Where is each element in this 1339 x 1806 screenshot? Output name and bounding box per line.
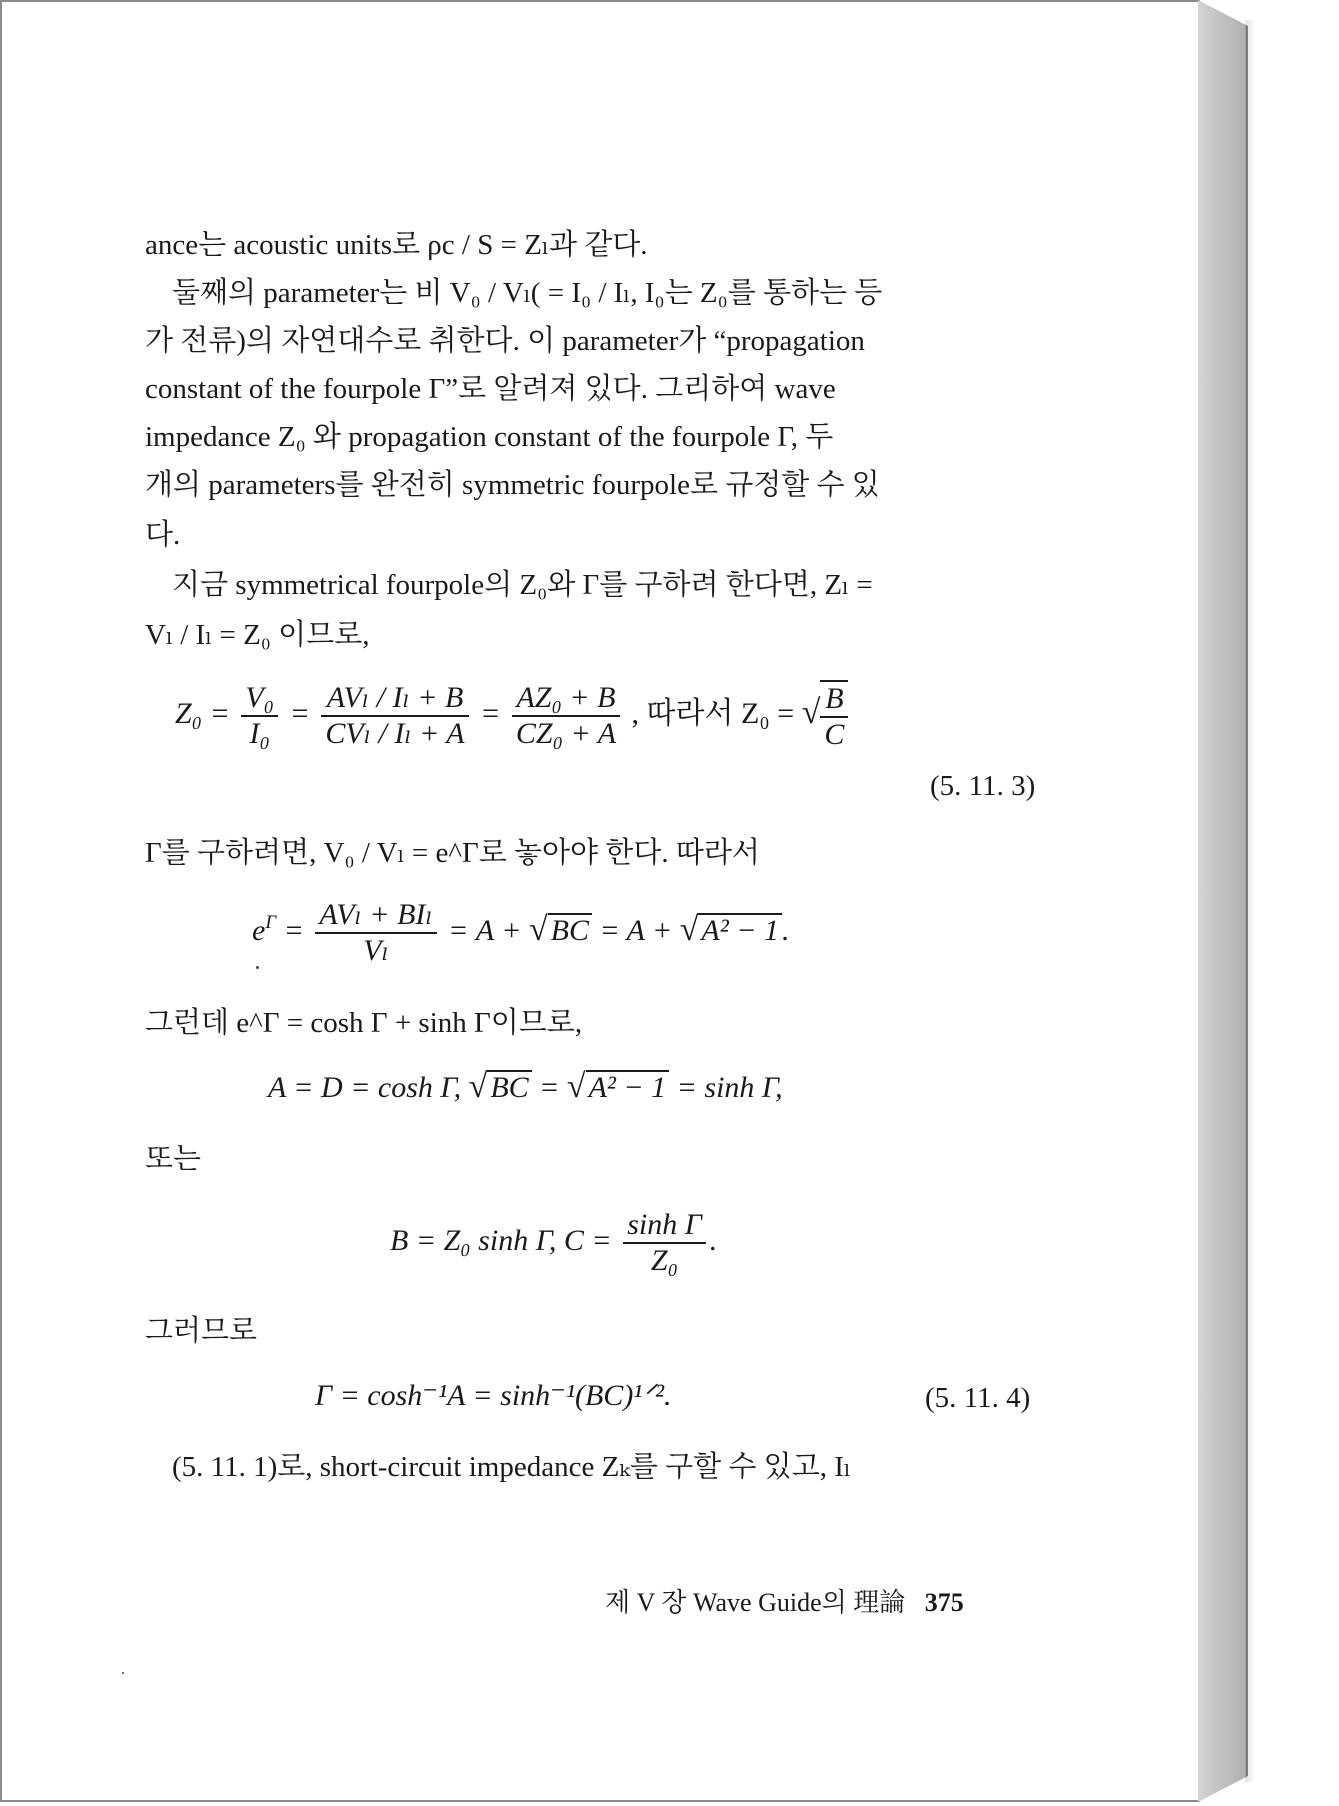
paragraph-3-line-2: Vₗ / Iₗ = Z₀ 이므로, [145,619,370,651]
eq2-num: AVₗ + BIₗ [315,898,436,934]
eq1-fraction-1 [241,681,278,751]
eq1-fraction-3 [512,681,620,751]
running-footer [605,1582,964,1619]
equation-b-c [390,1208,717,1278]
eq2-rhs2: = A + [599,913,673,947]
eq1-sqrt-den: C [824,718,845,751]
eq2-end: . [781,913,790,947]
paragraph-8: (5. 11. 1)로, short-circuit impedance Zₖ를 구할 수 있고, Iₗ [172,1451,851,1483]
eq1-sqrt-fraction [820,680,848,752]
eq4-den: Z₀ [650,1244,679,1277]
eq2-sqrt-a2: A² − 1 [698,913,782,947]
eq2-den: Vₗ [363,934,389,967]
eq1-fraction-2-num: AVₗ / Iₗ + B [321,681,468,717]
paragraph-2-line-5: 개의 parameters를 완전히 symmetric fourpole로 규정할 수 있 [145,469,880,501]
speck [256,966,259,969]
speck [122,1672,124,1674]
eq3-sqrt-bc: BC [487,1070,531,1104]
paragraph-2-line-2: 가 전류)의 자연대수로 취한다. 이 parameter가 “propagation [145,325,865,357]
page-edge-shadow [1245,20,1255,1782]
paragraph-2-line-4: impedance Z₀ 와 propagation constant of the fourpole Γ, 두 [145,421,834,453]
paragraph-7: 그러므로 [145,1315,258,1347]
eq4-num: sinh Γ [623,1208,706,1244]
eq2-lhs: e [252,913,266,947]
eq2-sqrt-bc: BC [548,913,592,947]
eq4-end: . [709,1223,718,1257]
chapter-title: 제 V 장 Wave Guide의 理論 [605,1588,906,1617]
equation-5-11-3: Z₀ = $\frac{\text{V₀}}{\text{I₀}}$ = $\frac{\text{AVₗ / Iₗ + B}}{\text{CVₗ / Iₗ + A}}$ = $\frac{\text{AZ₀ + B}}{\text{CZ₀ + A}}$ , 따라서 Z₀ = √ $\frac{B}{C}$ [175,680,852,752]
eq1-fraction-2-den: CVₗ / Iₗ + A [325,717,465,750]
paragraph-3-line-1: 지금 symmetrical fourpole의 Z₀와 Γ를 구하려 한다면, Zₗ = [172,569,873,601]
page-number: 375 [924,1588,964,1617]
eq1-fraction-3-num: AZ₀ + B [512,681,620,717]
eq1-fraction-1-num: V₀ [241,681,278,717]
page-edge [1198,0,1248,1802]
eq1-fraction-3-den: CZ₀ + A [515,717,617,750]
paragraph-6: 또는 [145,1143,202,1175]
equation-5-11-4: Γ = cosh⁻¹A = sinh⁻¹(BC)¹ᐟ². [315,1379,672,1412]
equation-a-equals-d: A = D = cosh Γ, √ BC = √ A² − 1 = sinh Γ, [268,1068,783,1105]
eq3-sqrt-a2: A² − 1 [586,1070,670,1104]
paragraph-2-line-3: constant of the fourpole Γ”로 알려져 있다. 그리하여 wave [145,373,836,405]
paragraph-1: ance는 acoustic units로 ρc / S = Zₗ과 같다. [145,229,648,261]
eq2-lhs-sup: Γ [265,911,277,933]
eq3-part1: A = D = cosh Γ, [268,1071,462,1104]
eq1-fraction-2 [321,681,468,751]
equation-number-5-11-3: (5. 11. 3) [930,770,1036,802]
paragraph-4: Γ를 구하려면, V₀ / Vₗ = e^Γ로 놓아야 한다. 따라서 [145,837,760,869]
eq4-part1: B = Z₀ sinh Γ, C = [390,1223,612,1257]
eq1-sqrt-num: B [820,682,848,718]
eq4-fraction [623,1208,706,1278]
eq2-fraction [315,898,436,968]
paragraph-2-line-1: 둘째의 parameter는 비 V₀ / Vₗ( = I₀ / Iₗ, I₀는 Z₀를 통하는 등 [172,277,883,309]
paragraph-5: 그런데 e^Γ = cosh Γ + sinh Γ이므로, [145,1007,583,1039]
eq1-mid: , 따라서 Z₀ = [631,696,795,730]
paragraph-2-line-6: 다. [145,519,181,551]
equation-e-gamma: $e^\Gamma$ = $\frac{\text{AVₗ + BIₗ}}{\text{Vₗ}}$ = A + √ BC = A + √ A² − 1 . [252,898,790,967]
equation-number-5-11-4: (5. 11. 4) [925,1382,1031,1414]
eq1-lhs: Z₀ = [175,696,230,730]
eq3-part2: = sinh Γ, [676,1071,783,1104]
eq2-rhs1: = A + [448,913,522,947]
eq1-fraction-1-den: I₀ [249,717,270,750]
eq3-eq: = [539,1071,560,1104]
